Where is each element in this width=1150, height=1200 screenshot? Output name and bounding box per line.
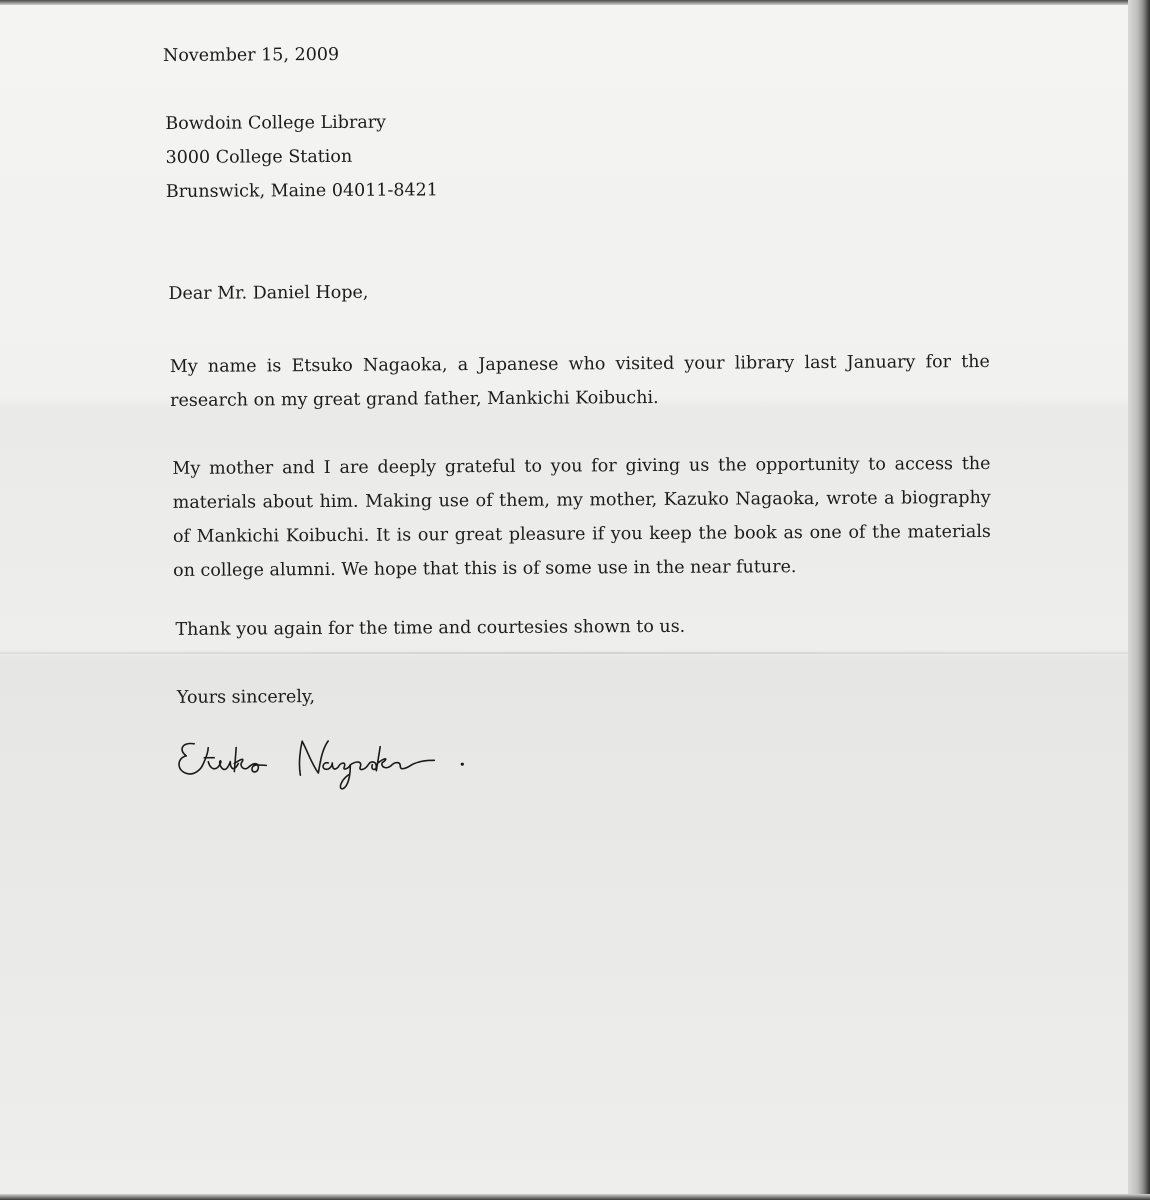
paragraph-gratitude: My mother and I are deeply grateful to you for giving us the opportunity to access the materials about him. Making use of them, my mother, Kazuko Nagaoka, wrote a biography of Mankichi Koibuchi. It is our great pleasure if you keep the book as one of the materials on college alumni. We hope that this is of some use in the near future.	[172, 453, 991, 581]
paragraph-thanks: Thank you again for the time and courtesies shown to us.	[175, 616, 686, 640]
address-line-2: 3000 College Station	[165, 146, 353, 168]
closing: Yours sincerely,	[176, 687, 316, 708]
address-line-1: Bowdoin College Library	[165, 112, 387, 134]
salutation: Dear Mr. Daniel Hope,	[168, 282, 369, 304]
letter-date: November 15, 2009	[162, 44, 340, 66]
handwritten-signature	[172, 726, 472, 798]
address-line-3: Brunswick, Maine 04011-8421	[165, 180, 438, 202]
paragraph-intro: My name is Etsuko Nagaoka, a Japanese who visited your library last January for the research on my great grand father, Mankichi Koibuchi.	[169, 351, 990, 411]
